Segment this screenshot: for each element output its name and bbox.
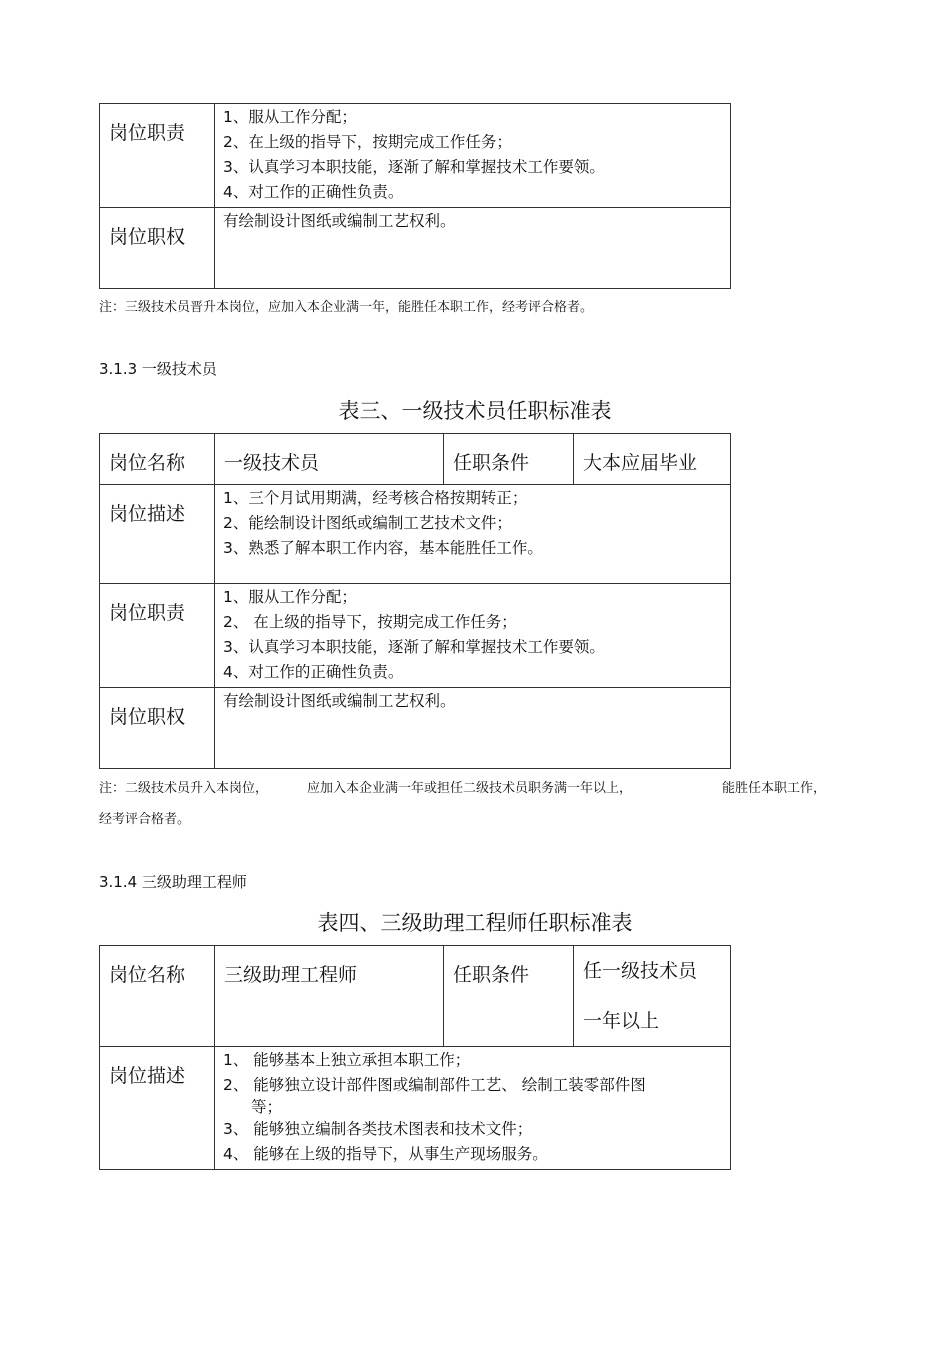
authority-label: 岗位职权: [100, 208, 215, 289]
list-item: 1、服从工作分配；: [223, 588, 357, 606]
list-item: 4、 能够在上级的指导下，从事生产现场服务。: [223, 1145, 548, 1163]
name-label: 岗位名称: [100, 946, 215, 1047]
condition-value: [574, 946, 731, 1047]
name-label: 岗位名称: [100, 434, 215, 485]
section-heading: 3.1.3 一级技术员: [99, 360, 217, 378]
duty-label: 岗位职责: [100, 104, 215, 208]
condition-label: 任职条件: [444, 946, 574, 1047]
condition-value: 大本应届毕业: [574, 434, 731, 485]
list-item: 1、 能够基本上独立承担本职工作；: [223, 1051, 471, 1069]
list-item: 4、对工作的正确性负责。: [223, 183, 404, 201]
list-item: 4、对工作的正确性负责。: [223, 663, 404, 681]
list-item: 1、三个月试用期满，经考核合格按期转正；: [223, 489, 528, 507]
note-part-2: 应加入本企业满一年或担任二级技术员职务满一年以上，: [307, 781, 633, 796]
table-3: [99, 433, 731, 769]
table-top: [99, 103, 731, 289]
list-item: 3、认真学习本职技能，逐渐了解和掌握技术工作要领。: [223, 638, 605, 656]
desc-list: [215, 485, 731, 584]
desc-label: 岗位描述: [100, 1047, 215, 1170]
authority-text: 有绘制设计图纸或编制工艺权利。: [215, 688, 731, 769]
list-item: 3、熟悉了解本职工作内容，基本能胜任工作。: [223, 539, 543, 557]
duty-list: [215, 104, 731, 208]
name-value: 一级技术员: [215, 434, 444, 485]
duty-list: [215, 584, 731, 688]
duty-label: 岗位职责: [100, 584, 215, 688]
authority-text: 有绘制设计图纸或编制工艺权利。: [215, 208, 731, 289]
authority-label: 岗位职权: [100, 688, 215, 769]
name-value: 三级助理工程师: [215, 946, 444, 1047]
list-item: 1、服从工作分配；: [223, 108, 357, 126]
desc-list: [215, 1047, 731, 1170]
list-item: 等；: [251, 1098, 283, 1116]
table-title: 表三、一级技术员任职标准表: [338, 399, 612, 423]
note-part-4: 经考评合格者。: [99, 812, 191, 827]
list-item: 2、 能够独立设计部件图或编制部件工艺、 绘制工装零部件图: [223, 1076, 646, 1094]
list-item: 2、在上级的指导下，按期完成工作任务；: [223, 133, 512, 151]
condition-label: 任职条件: [444, 434, 574, 485]
note-part-1: 注：二级技术员升入本岗位，: [99, 781, 269, 796]
table-title: 表四、三级助理工程师任职标准表: [317, 911, 633, 935]
list-item: 2、能绘制设计图纸或编制工艺技术文件；: [223, 514, 512, 532]
list-item: 3、 能够独立编制各类技术图表和技术文件；: [223, 1120, 533, 1138]
desc-label: 岗位描述: [100, 485, 215, 584]
table-4: [99, 945, 731, 1170]
note-text: 注：三级技术员晋升本岗位，应加入本企业满一年，能胜任本职工作，经考评合格者。: [99, 300, 594, 315]
note-part-3: 能胜任本职工作，: [722, 781, 827, 796]
section-heading: 3.1.4 三级助理工程师: [99, 873, 247, 891]
list-item: 2、 在上级的指导下，按期完成工作任务；: [223, 613, 517, 631]
condition-value-line: 一年以上: [583, 1010, 660, 1032]
list-item: 3、认真学习本职技能，逐渐了解和掌握技术工作要领。: [223, 158, 605, 176]
condition-value-line: 任一级技术员: [583, 960, 698, 982]
